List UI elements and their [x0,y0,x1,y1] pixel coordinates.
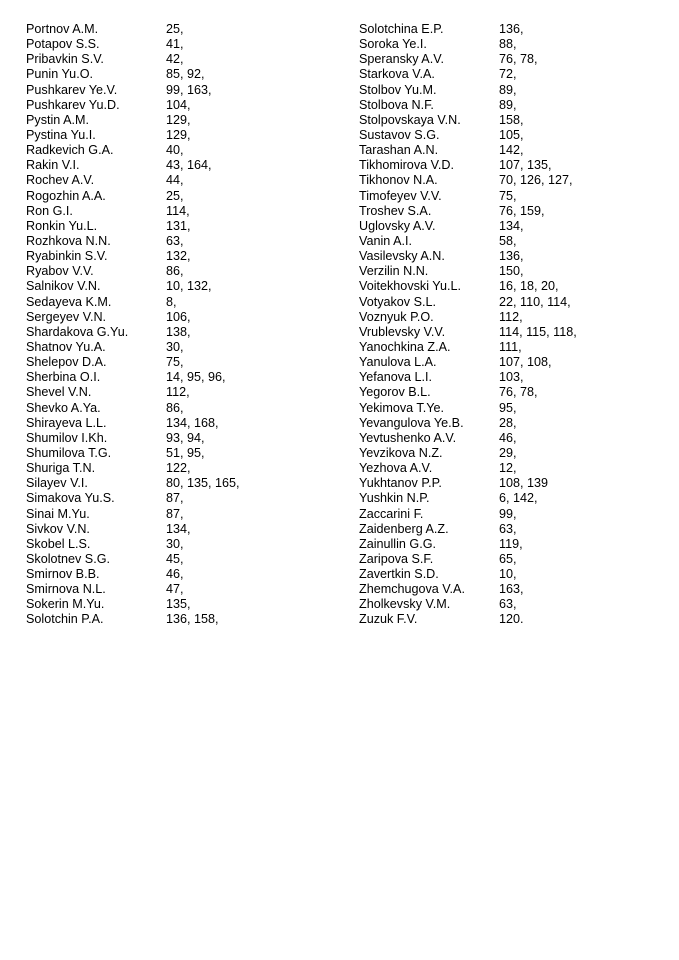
page-numbers: 99, [499,506,517,521]
page-numbers: 136, [499,249,524,264]
page-numbers: 76, 78, [499,385,538,400]
index-entry [26,612,346,627]
page-numbers: 41, [166,37,184,52]
index-entry [359,582,679,597]
author-name: Sivkov V.N. [26,521,90,536]
page-numbers: 87, [166,491,184,506]
author-name: Zainullin G.G. [359,536,436,551]
author-name: Sergeyev V.N. [26,309,107,324]
index-entry [26,461,346,476]
index-entry [26,582,346,597]
index-entry [359,173,679,188]
index-entry [26,401,346,416]
index-entry [26,476,346,491]
author-name: Smirnov B.B. [26,567,100,582]
author-name: Yezhova A.V. [359,461,433,476]
author-name: Punin Yu.O. [26,67,93,82]
page-numbers: 122, [166,461,191,476]
index-entry [359,67,679,82]
author-name: Ron G.I. [26,203,73,218]
author-name: Ronkin Yu.L. [26,218,98,233]
index-entry [359,522,679,537]
author-name: Solotchina E.P. [359,22,444,36]
page-numbers: 25, [166,22,184,36]
index-entry [359,612,679,627]
page-numbers: 63, [499,597,517,612]
author-name: Stolbova N.F. [359,97,434,112]
index-entry [26,310,346,325]
page-numbers: 70, 126, 127, [499,173,573,188]
index-entry [359,295,679,310]
index-entry [359,128,679,143]
index-entry [26,113,346,128]
index-entry [26,249,346,264]
page-numbers: 87, [166,506,184,521]
page-numbers: 46, [499,430,517,445]
author-name: Yefanova L.I. [359,370,433,385]
index-entry [26,355,346,370]
author-name: Potapov S.S. [26,37,100,52]
page-numbers: 16, 18, 20, [499,279,559,294]
index-entry [26,83,346,98]
page-numbers: 105, [499,127,524,142]
index-entry [26,204,346,219]
page-numbers: 25, [166,188,184,203]
page-numbers: 6, 142, [499,491,538,506]
page-numbers: 150, [499,264,524,279]
index-entry [26,385,346,400]
author-name: Sherbina O.I. [26,370,101,385]
author-name: Shatnov Yu.A. [26,339,106,354]
author-name: Stolpovskaya V.N. [359,112,461,127]
page-numbers: 136, 158, [166,612,219,627]
author-name: Ryabinkin S.V. [26,249,108,264]
index-entry [359,204,679,219]
page-numbers: 10, [499,567,517,582]
page-numbers: 99, 163, [166,82,212,97]
page-numbers: 63, [499,521,517,536]
index-entry [359,385,679,400]
page-numbers: 40, [166,143,184,158]
page-numbers: 104, [166,97,191,112]
author-name: Tikhomirova V.D. [359,158,454,173]
index-entry [359,310,679,325]
page-numbers: 10, 132, [166,279,212,294]
index-entry [26,264,346,279]
page-numbers: 88, [499,37,517,52]
index-entry [26,128,346,143]
author-name: Vanin A.I. [359,233,412,248]
author-name: Votyakov S.L. [359,294,437,309]
author-name: Vrublevsky V.V. [359,324,446,339]
author-name: Skolotnev S.G. [26,551,110,566]
author-name: Stolbov Yu.M. [359,82,437,97]
page-numbers: 58, [499,233,517,248]
page-numbers: 86, [166,400,184,415]
index-entry [26,22,346,37]
page-numbers: 75, [166,355,184,370]
index-entry [26,37,346,52]
author-name: Yekimova T.Ye. [359,400,444,415]
author-name: Rogozhin A.A. [26,188,106,203]
page-numbers: 138, [166,324,191,339]
author-name: Voitekhovski Yu.L. [359,279,461,294]
author-name: Silayev V.I. [26,476,88,491]
page-numbers: 76, 78, [499,52,538,67]
index-entry [26,173,346,188]
page-numbers: 43, 164, [166,158,212,173]
page-numbers: 108, 139 [499,476,549,491]
index-entry [359,476,679,491]
index-entry [26,325,346,340]
author-name: Yanulova L.A. [359,355,437,370]
page-numbers: 89, [499,82,517,97]
index-entry [359,158,679,173]
author-name: Yukhtanov P.P. [359,476,442,491]
author-name: Speransky A.V. [359,52,444,67]
page-numbers: 76, 159, [499,203,545,218]
author-name: Pushkarev Yu.D. [26,97,120,112]
page-numbers: 47, [166,582,184,597]
index-entry [359,507,679,522]
page-numbers: 163, [499,582,524,597]
author-name: Rochev A.V. [26,173,95,188]
page-numbers: 107, 135, [499,158,552,173]
author-name: Zuzuk F.V. [359,612,418,627]
author-name: Shardakova G.Yu. [26,324,129,339]
author-name: Rakin V.I. [26,158,80,173]
page-numbers: 93, 94, [166,430,205,445]
index-entry [359,431,679,446]
page-numbers: 114, 115, 118, [499,324,577,339]
index-entry [359,143,679,158]
page-numbers: 63, [166,233,184,248]
index-entry [359,98,679,113]
index-column-right [359,22,679,628]
page-numbers: 42, [166,52,184,67]
author-name: Yevtushenko A.V. [359,430,457,445]
index-entry [26,507,346,522]
index-entry [359,567,679,582]
page-numbers: 134, 168, [166,415,219,430]
page-numbers: 86, [166,264,184,279]
author-name: Pribavkin S.V. [26,52,104,67]
author-name: Skobel L.S. [26,536,91,551]
author-name: Shelepov D.A. [26,355,107,370]
index-entry [26,522,346,537]
index-entry [26,67,346,82]
author-name: Yevzikova N.Z. [359,445,443,460]
author-name: Solotchin P.A. [26,612,104,627]
page-numbers: 22, 110, 114, [499,294,571,309]
index-entry [359,113,679,128]
page-numbers: 134, [499,218,524,233]
author-name: Yegorov B.L. [359,385,431,400]
author-name: Radkevich G.A. [26,143,114,158]
page-numbers: 134, [166,521,191,536]
page-numbers: 142, [499,143,524,158]
index-entry [359,83,679,98]
index-entry [359,264,679,279]
author-name: Shuriga T.N. [26,461,96,476]
index-entry [26,279,346,294]
author-name: Voznyuk P.O. [359,309,434,324]
author-name: Pystin A.M. [26,112,89,127]
page-numbers: 129, [166,127,191,142]
page-numbers: 80, 135, 165, [166,476,240,491]
page-numbers: 65, [499,551,517,566]
index-entry [359,219,679,234]
author-name: Shevko A.Ya. [26,400,101,415]
index-entry [26,340,346,355]
page-numbers: 112, [499,309,523,324]
page-numbers: 106, [166,309,191,324]
index-entry [26,567,346,582]
index-entry [359,552,679,567]
page-numbers: 12, [499,461,517,476]
page-numbers: 85, 92, [166,67,205,82]
author-name: Starkova V.A. [359,67,435,82]
author-name: Simakova Yu.S. [26,491,115,506]
index-entry [359,446,679,461]
index-entry [26,234,346,249]
index-column-left [26,22,346,628]
author-name: Troshev S.A. [359,203,432,218]
author-name: Zhemchugova V.A. [359,582,465,597]
index-entry [359,537,679,552]
page-numbers: 14, 95, 96, [166,370,226,385]
page-numbers: 72, [499,67,517,82]
author-name: Sustavov S.G. [359,127,440,142]
index-entry [26,219,346,234]
index-entry [26,98,346,113]
index-entry [26,416,346,431]
index-entry [359,597,679,612]
index-entry [359,22,679,37]
author-name: Zaripova S.F. [359,551,434,566]
index-entry [359,401,679,416]
author-name: Tikhonov N.A. [359,173,438,188]
page-numbers: 111, [499,339,522,354]
index-entry [359,416,679,431]
author-name: Shumilova T.G. [26,445,112,460]
page-numbers: 29, [499,445,517,460]
author-name: Ryabov V.V. [26,264,94,279]
page-numbers: 107, 108, [499,355,552,370]
index-entry [26,431,346,446]
author-name: Zaidenberg A.Z. [359,521,449,536]
author-name: Yevangulova Ye.B. [359,415,464,430]
page-numbers: 103, [499,370,524,385]
page-numbers: 30, [166,536,184,551]
author-name: Portnov A.M. [26,22,99,36]
author-name: Yushkin N.P. [359,491,430,506]
author-name: Soroka Ye.I. [359,37,427,52]
page-numbers: 135, [166,597,191,612]
page-numbers: 51, 95, [166,445,205,460]
page-numbers: 46, [166,567,184,582]
author-name: Zholkevsky V.M. [359,597,451,612]
index-entry [26,143,346,158]
author-name: Yanochkina Z.A. [359,339,451,354]
author-name: Shumilov I.Kh. [26,430,108,445]
page-numbers: 129, [166,112,191,127]
page-numbers: 132, [166,249,191,264]
page-numbers: 8, [166,294,177,309]
index-entry [26,597,346,612]
author-name: Sedayeva K.M. [26,294,112,309]
index-entry [26,446,346,461]
author-name: Uglovsky A.V. [359,218,436,233]
author-name: Sokerin M.Yu. [26,597,105,612]
page-numbers: 89, [499,97,517,112]
index-entry [26,552,346,567]
page-numbers: 44, [166,173,184,188]
page-numbers: 95, [499,400,517,415]
index-entry [26,370,346,385]
page-numbers: 30, [166,339,184,354]
author-name: Zaccarini F. [359,506,424,521]
index-entry [359,325,679,340]
index-entry [26,491,346,506]
author-name: Pushkarev Ye.V. [26,82,118,97]
author-name: Smirnova N.L. [26,582,106,597]
page-numbers: 119, [499,536,523,551]
page-numbers: 136, [499,22,524,36]
index-entry [26,537,346,552]
index-entry [359,340,679,355]
author-name: Shevel V.N. [26,385,92,400]
page-numbers: 75, [499,188,517,203]
page-numbers: 120. [499,612,524,627]
author-name: Pystina Yu.I. [26,127,96,142]
author-name: Sinai M.Yu. [26,506,90,521]
author-name: Vasilevsky A.N. [359,249,445,264]
page-numbers: 114, [166,203,190,218]
index-entry [26,295,346,310]
author-name: Salnikov V.N. [26,279,101,294]
page-numbers: 131, [166,218,191,233]
author-name: Tarashan A.N. [359,143,439,158]
index-entry [359,279,679,294]
index-entry [359,249,679,264]
page-numbers: 112, [166,385,190,400]
index-entry [26,158,346,173]
page-numbers: 45, [166,551,184,566]
index-entry [359,37,679,52]
index-entry [359,355,679,370]
index-entry [359,234,679,249]
index-entry [359,189,679,204]
index-entry [359,52,679,67]
author-name: Shirayeva L.L. [26,415,107,430]
author-name: Timofeyev V.V. [359,188,442,203]
author-name: Rozhkova N.N. [26,233,111,248]
index-entry [359,461,679,476]
index-entry [359,370,679,385]
author-name: Zavertkin S.D. [359,567,439,582]
page-numbers: 158, [499,112,524,127]
author-name: Verzilin N.N. [359,264,429,279]
page-numbers: 28, [499,415,517,430]
index-entry [26,189,346,204]
index-entry [26,52,346,67]
index-entry [359,491,679,506]
